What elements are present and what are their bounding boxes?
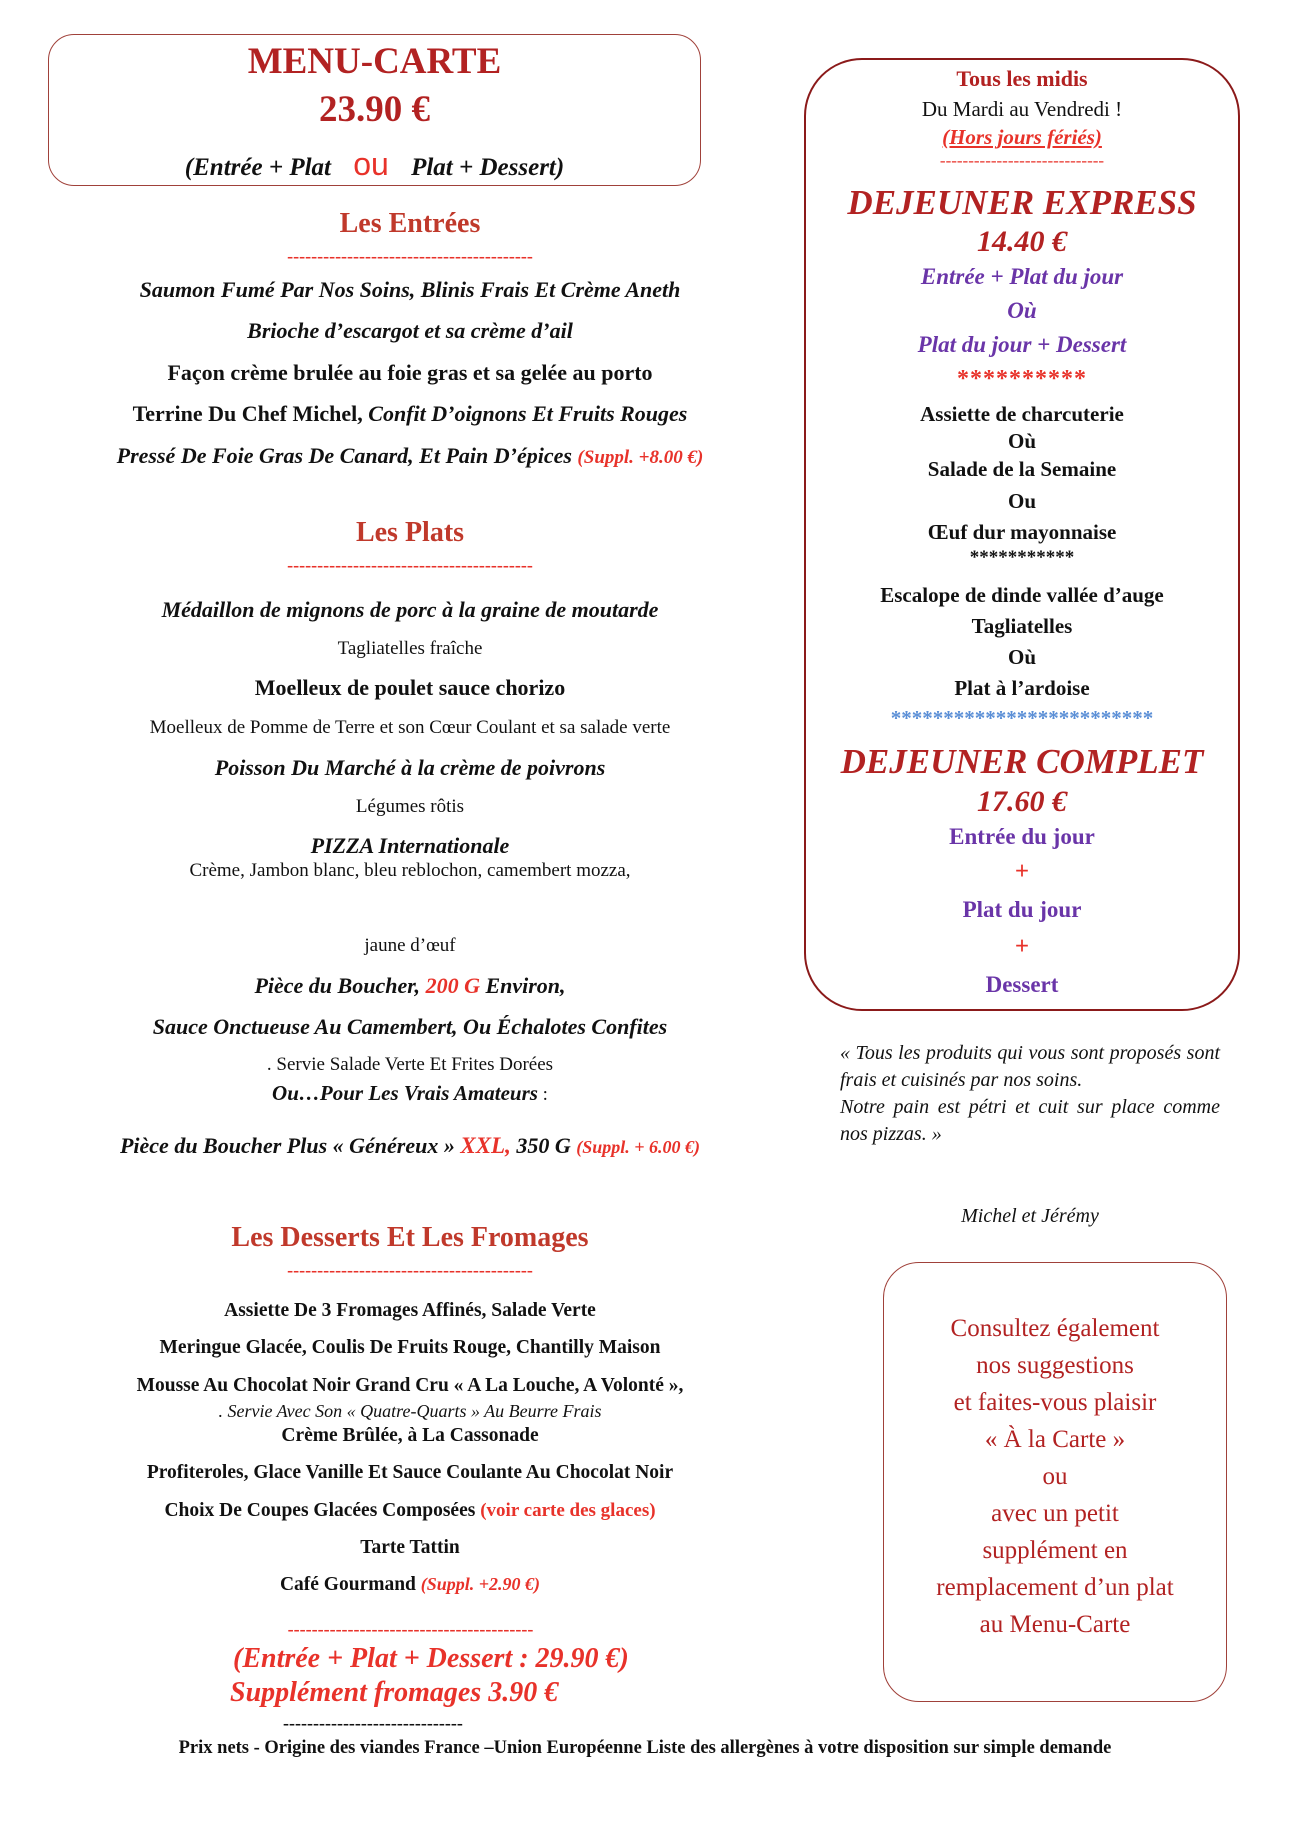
- lunch-holidays: (Hors jours fériés): [942, 125, 1102, 149]
- dessert-profiteroles: Profiteroles, Glace Vanille Et Sauce Coulante Au Chocolat Noir: [146, 1462, 674, 1483]
- suggestion-line-1: Consultez également: [950, 1315, 1160, 1342]
- short-separator: ------------------------------: [283, 1713, 463, 1733]
- dessert-meringue: Meringue Glacée, Coulis De Fruits Rouge, Chantilly Maison: [159, 1337, 661, 1358]
- plat-sauce: Sauce Onctueuse Au Camembert, Ou Échalotes Confites: [152, 1014, 668, 1039]
- complet-plat: Plat du jour: [962, 897, 1082, 922]
- menu-carte-price: 23.90 €: [319, 89, 430, 130]
- desserts-separator: -----------------------------------------: [287, 1260, 533, 1280]
- suggestion-line-3: et faites-vous plaisir: [953, 1389, 1157, 1416]
- entrees-title: Les Entrées: [339, 208, 481, 239]
- footer-note: Prix nets - Origine des viandes France –Union Européenne Liste des allergènes à votre disposition sur simple demande: [178, 1738, 1112, 1758]
- entree-item-terrine: Terrine Du Chef Michel, Confit D’oignons Et Fruits Rouges: [132, 401, 688, 426]
- complet-title: DEJEUNER COMPLET: [840, 742, 1204, 781]
- express-title: DEJEUNER EXPRESS: [847, 183, 1197, 222]
- dessert-coupes: Choix De Coupes Glacées Composées (voir carte des glaces): [164, 1500, 656, 1521]
- plat-poulet: Moelleux de poulet sauce chorizo: [254, 675, 566, 700]
- lunch-or-1: Où: [1007, 429, 1036, 453]
- suppl-badge: (Suppl. +2.90 €): [420, 1574, 541, 1594]
- express-option-1: Entrée + Plat du jour: [920, 264, 1124, 289]
- express-price: 14.40 €: [977, 225, 1067, 258]
- plat-piece-boucher: Pièce du Boucher, 200 G Environ,: [254, 973, 566, 998]
- lunch-separator: -----------------------------: [939, 151, 1105, 170]
- express-option-2: Plat du jour + Dessert: [917, 332, 1127, 357]
- full-formula: (Entrée + Plat + Dessert : 29.90 €): [233, 1643, 629, 1674]
- plat-pizza-desc-2: jaune d’œuf: [364, 935, 456, 956]
- suggestion-line-7: supplément en: [982, 1537, 1128, 1564]
- lunch-oeuf: Œuf dur mayonnaise: [927, 520, 1117, 544]
- entree-item-saumon: Saumon Fumé Par Nos Soins, Blinis Frais Et Crème Aneth: [139, 277, 681, 302]
- lunch-salade: Salade de la Semaine: [927, 457, 1117, 481]
- dessert-cafe: Café Gourmand (Suppl. +2.90 €): [279, 1574, 541, 1595]
- complet-dessert: Dessert: [985, 972, 1059, 997]
- complet-plus-2: +: [1014, 933, 1030, 960]
- suppl-badge: (Suppl. +8.00 €): [577, 447, 704, 468]
- entree-item-presse: Pressé De Foie Gras De Canard, Et Pain D’épices (Suppl. +8.00 €): [116, 443, 704, 468]
- suggestion-line-6: avec un petit: [991, 1500, 1119, 1527]
- plats-title: Les Plats: [355, 517, 465, 548]
- fromage-supplement: Supplément fromages 3.90 €: [230, 1677, 559, 1708]
- entree-item-escargot: Brioche d’escargot et sa crème d’ail: [247, 318, 573, 343]
- lunch-days: Du Mardi au Vendredi !: [921, 97, 1123, 121]
- dessert-mousse-side: . Servie Avec Son « Quatre-Quarts » Au Beurre Frais: [218, 1401, 602, 1421]
- formula-a: (Entrée + Plat: [184, 154, 331, 181]
- complet-plus-1: +: [1014, 858, 1030, 885]
- dessert-creme: Crème Brûlée, à La Cassonade: [281, 1425, 539, 1446]
- entree-item-foie-gras-brulee: Façon crème brulée au foie gras et sa gelée au porto: [167, 360, 653, 385]
- stars-blue: *************************: [890, 706, 1154, 730]
- suggestion-line-9: au Menu-Carte: [979, 1611, 1131, 1638]
- menu-carte-title: MENU-CARTE: [247, 41, 502, 82]
- dessert-fromages: Assiette De 3 Fromages Affinés, Salade Verte: [224, 1300, 596, 1321]
- plats-separator: -----------------------------------------: [287, 555, 533, 575]
- dessert-tarte: Tarte Tattin: [360, 1537, 460, 1558]
- desserts-title: Les Desserts Et Les Fromages: [231, 1222, 589, 1253]
- plat-amateurs: Ou…Pour Les Vrais Amateurs :: [272, 1081, 548, 1105]
- plat-medaillon: Médaillon de mignons de porc à la graine de moutarde: [161, 597, 659, 622]
- menu-carte-formula: [48, 146, 701, 183]
- plat-pizza: PIZZA Internationale: [310, 833, 510, 858]
- entrees-separator: -----------------------------------------: [287, 246, 533, 266]
- plat-poisson-side: Légumes rôtis: [355, 796, 465, 817]
- formula-b: Plat + Dessert): [411, 154, 565, 181]
- stars-black: ***********: [969, 547, 1075, 568]
- suggestion-line-4: « À la Carte »: [984, 1426, 1126, 1453]
- suggestion-line-2: nos suggestions: [976, 1352, 1134, 1379]
- lunch-charcuterie: Assiette de charcuterie: [920, 402, 1124, 426]
- lunch-or-2: Ou: [1007, 489, 1036, 513]
- plat-servie: . Servie Salade Verte Et Frites Dorées: [266, 1054, 554, 1075]
- quote-text-2: Notre pain est pétri et cuit sur place comme nos pizzas. »: [840, 1096, 1220, 1145]
- lunch-escalope: Escalope de dinde vallée d’auge: [880, 583, 1164, 607]
- lunch-ardoise: Plat à l’ardoise: [954, 676, 1090, 700]
- stars-red: **********: [957, 366, 1087, 392]
- lunch-heading: Tous les midis: [956, 66, 1088, 91]
- express-or: Où: [1007, 298, 1037, 323]
- quote-signature: Michel et Jérémy: [961, 1205, 1099, 1227]
- plat-poulet-side: Moelleux de Pomme de Terre et son Cœur Coulant et sa salade verte: [149, 717, 671, 738]
- plat-xxl: Pièce du Boucher Plus « Généreux » XXL, 350 G (Suppl. + 6.00 €): [119, 1133, 701, 1158]
- lunch-tagliatelles: Tagliatelles: [971, 614, 1073, 638]
- chef-quote: [840, 1040, 1220, 1148]
- dessert-mousse: Mousse Au Chocolat Noir Grand Cru « A La Louche, A Volonté »,: [136, 1375, 684, 1396]
- quote-text-1: « Tous les produits qui vous sont proposés sont frais et cuisinés par nos soins.: [840, 1042, 1220, 1091]
- plat-medaillon-side: Tagliatelles fraîche: [337, 638, 483, 659]
- desserts-bottom-separator: -----------------------------------------: [287, 1619, 534, 1639]
- suppl-badge: (Suppl. + 6.00 €): [576, 1137, 701, 1157]
- complet-price: 17.60 €: [977, 785, 1067, 818]
- plat-pizza-desc: Crème, Jambon blanc, bleu reblochon, camembert mozza,: [189, 860, 631, 881]
- suggestion-line-8: remplacement d’un plat: [936, 1574, 1174, 1601]
- complet-entree: Entrée du jour: [949, 824, 1095, 849]
- suggestion-line-5: ou: [1042, 1463, 1068, 1490]
- lunch-or-3: Où: [1007, 645, 1036, 669]
- plat-poisson: Poisson Du Marché à la crème de poivrons: [214, 755, 606, 780]
- formula-or: ou: [353, 146, 389, 182]
